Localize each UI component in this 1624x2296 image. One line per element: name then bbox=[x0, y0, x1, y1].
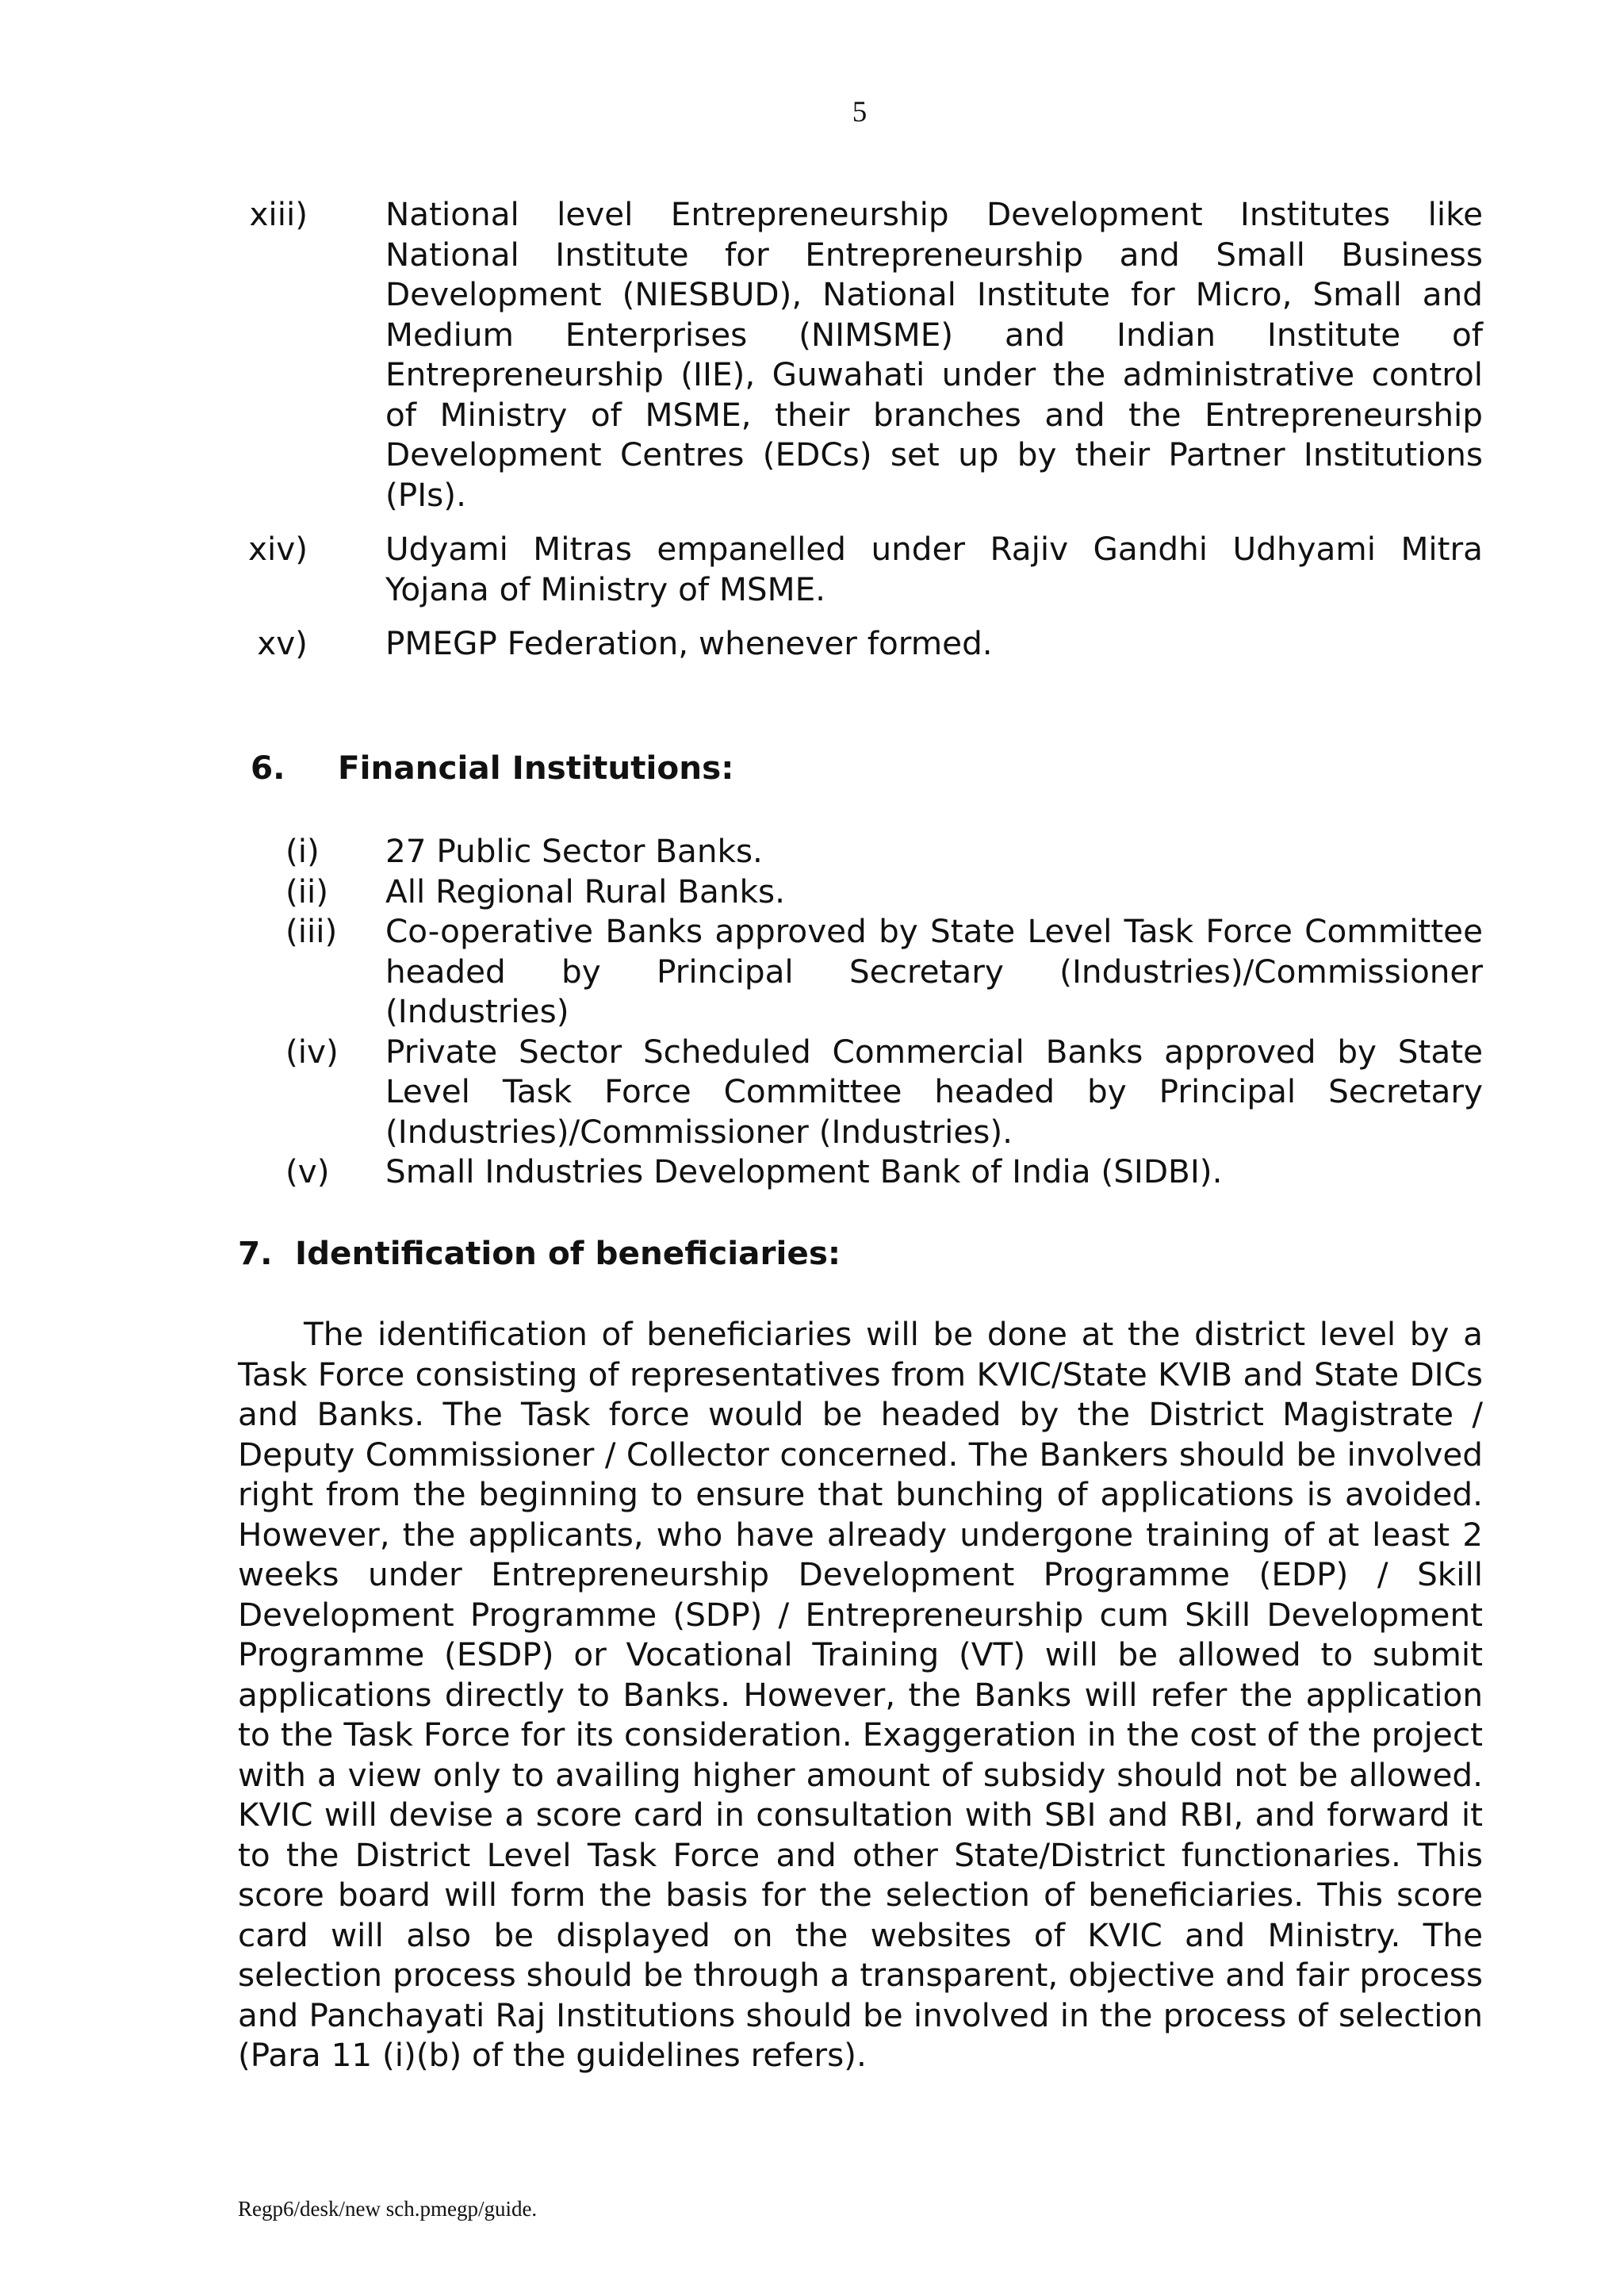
footer-reference: Regp6/desk/new sch.pmegp/guide. bbox=[238, 2197, 538, 2221]
financial-institutions-list bbox=[238, 831, 1483, 1192]
list-item bbox=[238, 831, 1483, 872]
list-item-number: (v) bbox=[285, 1152, 330, 1190]
section-heading-identification bbox=[238, 1233, 1483, 1274]
list-item bbox=[238, 529, 1483, 609]
list-item-number: (ii) bbox=[285, 872, 329, 910]
list-item-text: All Regional Rural Banks. bbox=[385, 872, 785, 910]
list-item bbox=[238, 194, 1483, 515]
list-item-text: Small Industries Development Bank of India (SIDBI). bbox=[385, 1152, 1223, 1190]
page-number: 5 bbox=[852, 96, 868, 128]
list-item bbox=[238, 872, 1483, 912]
list-item bbox=[238, 1032, 1483, 1152]
document-body bbox=[238, 194, 1483, 2076]
list-item-text: 27 Public Sector Banks. bbox=[385, 832, 763, 870]
list-item-text: PMEGP Federation, whenever formed. bbox=[385, 624, 993, 662]
list-item bbox=[238, 623, 1483, 664]
list-item-number: (iii) bbox=[285, 912, 338, 950]
identification-paragraph: The identification of beneficiaries will be done at the district level by a Task Force consisting of representatives from KVIC/State KVIB and State DICs and Banks. The Task force would be headed by the District Magistrate / Deputy Commissioner / Collector concerned. The Bankers should be involved right from the beginning to ensure that bunching of applications is avoided. However, the applicants, who have already undergone training of at least 2 weeks under Entrepreneurship Development Programme (EDP) / Skill Development Programme (SDP) / Entrepreneurship cum Skill Development Programme (ESDP) or Vocational Training (VT) will be allowed to submit applications directly to Banks. However, the Banks will refer the application to the Task Force for its consideration. Exaggeration in the cost of the project with a view only to availing higher amount of subsidy should not be allowed. KVIC will devise a score card in consultation with SBI and RBI, and forward it to the District Level Task Force and other State/District functionaries. This score board will form the basis for the selection of beneficiaries. This score card will also be displayed on the websites of KVIC and Ministry. The selection process should be through a transparent, objective and fair process and Panchayati Raj Institutions should be involved in the process of selection (Para 11 (i)(b) of the guidelines refers). bbox=[238, 1315, 1483, 2074]
section-title: Identification of beneficiaries: bbox=[295, 1233, 841, 1272]
list-item-text: Private Sector Scheduled Commercial Banks approved by State Level Task Force Committee headed by Principal Secretary (Industries)/Commissioner (Industries). bbox=[385, 1032, 1483, 1151]
list-item-text: National level Entrepreneurship Development Institutes like National Institute for Entrepreneurship and Small Business Development (NIESBUD), National Institute for Micro, Small and Medium Enterprises (NIMSME) and Indian Institute of Entrepreneurship (IIE), Guwahati under the administrative control of Ministry of MSME, their branches and the Entrepreneurship Development Centres (EDCs) set up by their Partner Institutions (PIs). bbox=[385, 195, 1483, 514]
list-item-number: xiv) bbox=[248, 530, 308, 568]
list-item-text: Co-operative Banks approved by State Level Task Force Committee headed by Principal Secretary (Industries)/Commissioner (Industries) bbox=[385, 912, 1483, 1030]
list-item-number: xiii) bbox=[249, 195, 308, 233]
list-item-number: (i) bbox=[285, 832, 320, 870]
section-number: 6. bbox=[251, 748, 285, 787]
section-title: Financial Institutions: bbox=[338, 748, 734, 787]
list-item-text: Udyami Mitras empanelled under Rajiv Gandhi Udhyami Mitra Yojana of Ministry of MSME. bbox=[385, 530, 1483, 608]
list-item-number: xv) bbox=[257, 624, 308, 662]
section-heading-financial-institutions bbox=[251, 748, 1483, 788]
list-item bbox=[238, 911, 1483, 1032]
list-item-number: (iv) bbox=[285, 1032, 339, 1071]
section-number: 7. bbox=[238, 1233, 273, 1272]
list-item bbox=[238, 1152, 1483, 1192]
